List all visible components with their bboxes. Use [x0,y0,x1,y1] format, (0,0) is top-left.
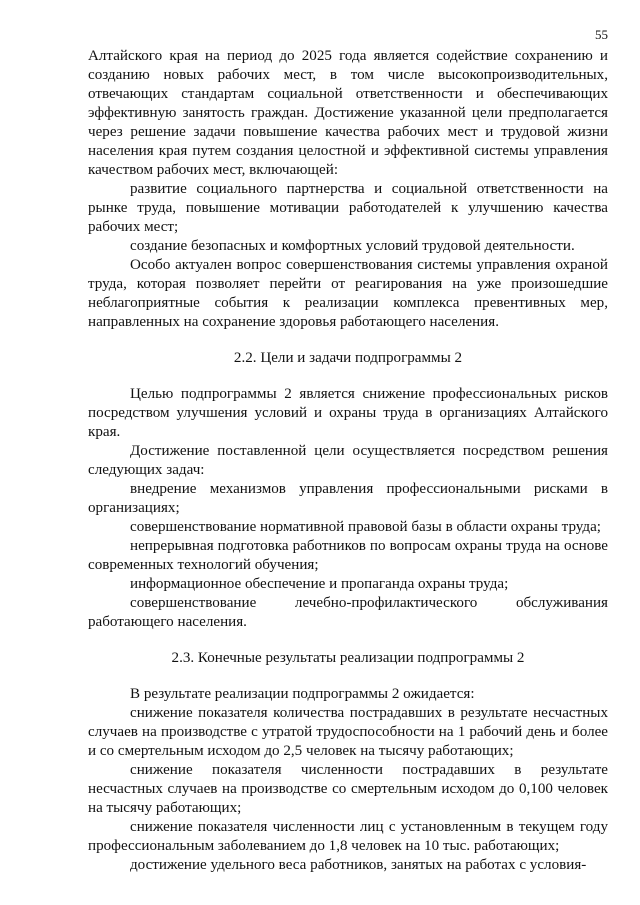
list-item-fatal-count: снижение показателя численности пострадавших в результате несчастных случаев на производстве со смертельным исходом до 0,100 человек на тысячу работающих; [88,762,608,816]
spacer [88,368,608,385]
paragraph-results-intro: В результате реализации подпрограммы 2 ожидается: [130,686,475,702]
paragraph-tasks-intro: Достижение поставленной цели осуществляется посредством решения следующих задач: [88,443,608,478]
section-heading-results: 2.3. Конечные результаты реализации подпрограммы 2 [171,650,525,666]
document-body [88,47,608,875]
list-item-regulatory-base: совершенствование нормативной правовой базы в области охраны труда; [130,519,601,535]
list-item-training: непрерывная подготовка работников по вопросам охраны труда на основе современных технологий обучения; [88,538,608,573]
list-item-medical-service: совершенствование лечебно-профилактического обслуживания работающего населения. [88,595,608,630]
list-item-occupational-disease: снижение показателя численности лиц с установленным в текущем году профессиональным заболеванием до 1,8 человек на 10 тыс. работающих; [88,819,608,854]
list-item-injured-count: снижение показателя количества пострадавших в результате несчастных случаев на производстве с утратой трудоспособности на 1 рабочий день и более и со смертельным исходом до 2,5 человек на тысячу работающих; [88,705,608,759]
list-item-safe-conditions: создание безопасных и комфортных условий трудовой деятельности. [130,238,575,254]
list-item-workers-share: достижение удельного веса работников, занятых на работах с условия- [130,857,587,873]
spacer [88,632,608,649]
paragraph-labor-protection: Особо актуален вопрос совершенствования системы управления охраной труда, которая позволяет перейти от реагирования на уже произошедшие неблагоприятные события к реализации комплекса превентивных мер, направленных на сохранение здоровья работающего населения. [88,257,608,330]
list-item-information: информационное обеспечение и пропаганда охраны труда; [130,576,509,592]
page-number: 55 [595,27,608,42]
list-item-social-partnership: развитие социального партнерства и социальной ответственности на рынке труда, повышение мотивации работодателей к улучшению качества рабочих мест; [88,181,608,235]
paragraph-goal: Целью подпрограммы 2 является снижение профессиональных рисков посредством улучшения условий и охраны труда в организациях Алтайского края. [88,386,608,440]
spacer [88,332,608,349]
paragraph-intro: Алтайского края на период до 2025 года является содействие сохранению и созданию новых рабочих мест, в том числе высокопроизводительных, отвечающих стандартам социальной ответственности и обеспечивающих эффективную занятость граждан. Достижение указанной цели предполагается через решение задачи повышение качества рабочих мест и трудовой жизни населения края путем создания целостной и эффективной системы управления качеством рабочих мест, включающей: [88,48,608,178]
list-item-risk-management: внедрение механизмов управления профессиональными рисками в организациях; [88,481,608,516]
section-heading-goals: 2.2. Цели и задачи подпрограммы 2 [233,350,463,366]
spacer [88,668,608,685]
